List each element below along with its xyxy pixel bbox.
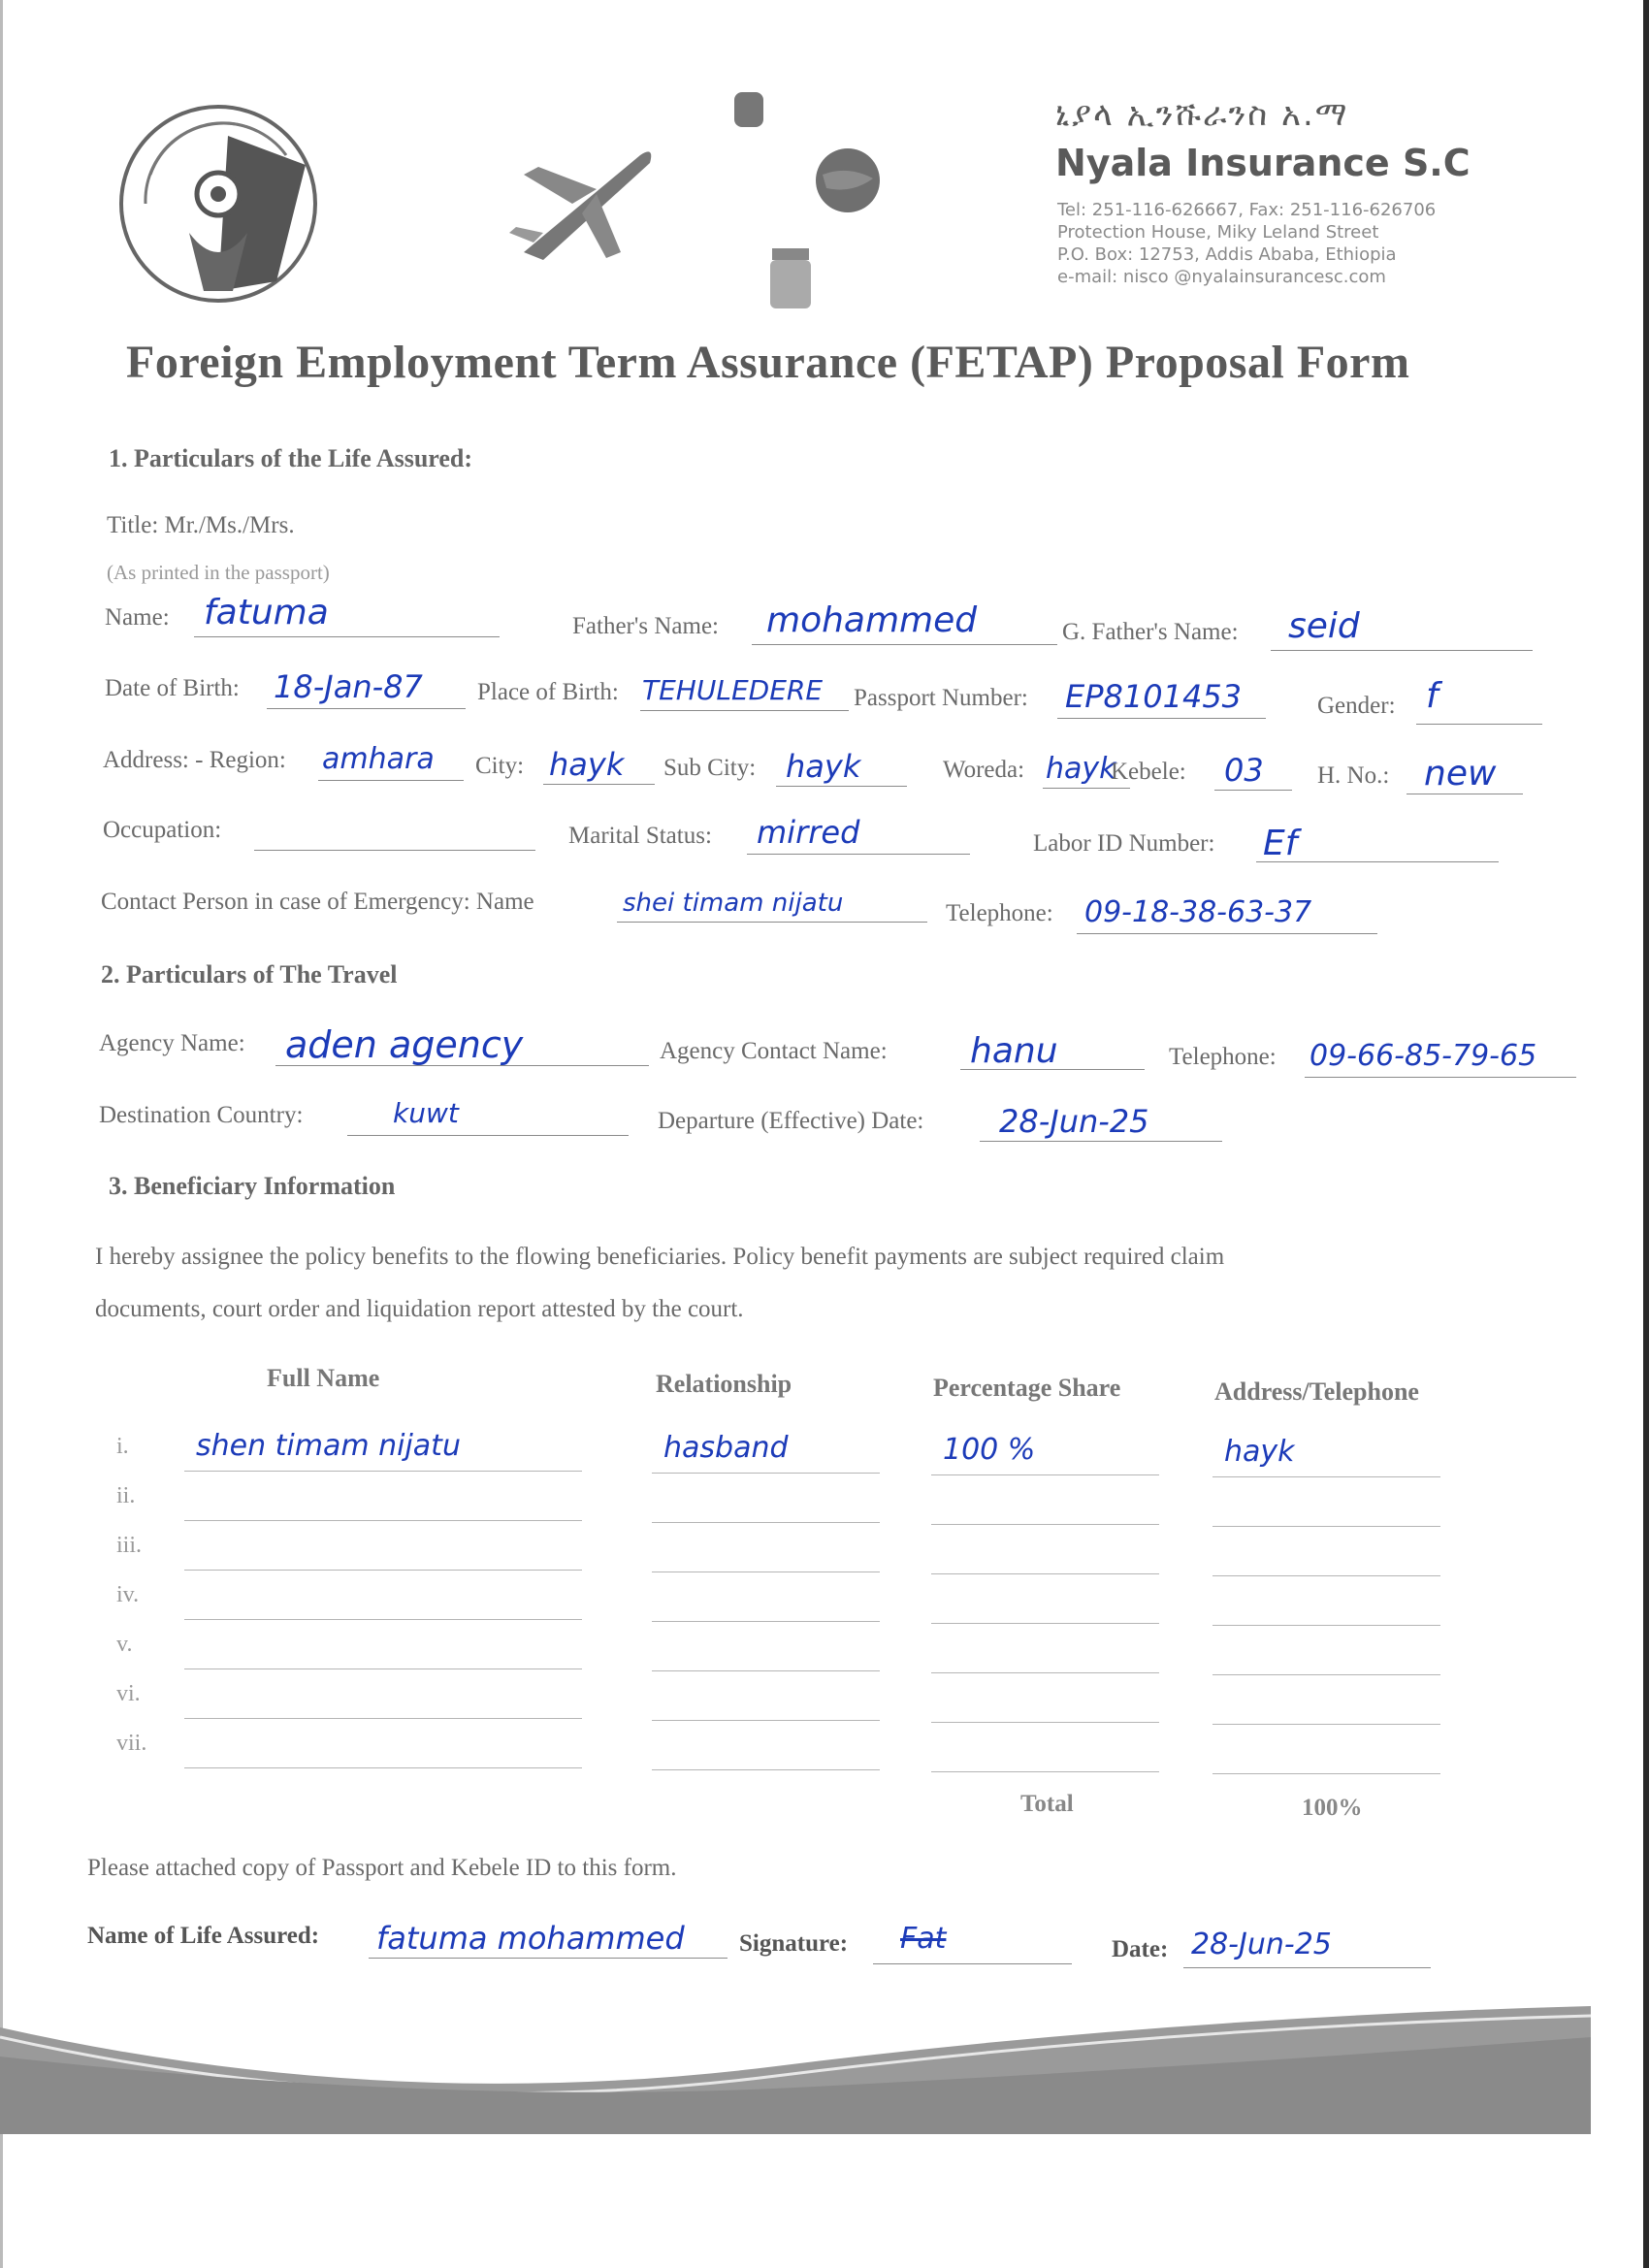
beneficiary-name-line [184, 1767, 582, 1768]
beneficiary-relationship-line [652, 1571, 880, 1572]
father-name-field[interactable]: mohammed [766, 600, 978, 640]
passport-number-label: Passport Number: [854, 685, 1028, 711]
city-label: City: [475, 753, 525, 779]
beneficiary-name-line [184, 1570, 582, 1571]
row-number: i. [116, 1434, 129, 1459]
passport-number-line [1057, 718, 1266, 719]
signature-field[interactable]: Fat [900, 1922, 947, 1956]
agency-contact-label: Agency Contact Name: [660, 1038, 888, 1064]
subcity-label: Sub City: [663, 755, 757, 781]
pob-label: Place of Birth: [477, 679, 619, 705]
name-line [194, 636, 500, 637]
date-field[interactable]: 28-Jun-25 [1191, 1928, 1332, 1961]
house-number-label: H. No.: [1317, 762, 1390, 789]
header-relationship: Relationship [656, 1370, 792, 1398]
section-2-heading: 2. Particulars of The Travel [101, 960, 398, 988]
destination-field[interactable]: kuwt [393, 1097, 459, 1129]
beneficiary-share-field[interactable]: 100 % [943, 1433, 1036, 1467]
row-number: vii. [116, 1731, 147, 1756]
region-field[interactable]: amhara [322, 742, 435, 776]
beneficiary-share-line [931, 1672, 1159, 1673]
pill-icon [729, 87, 768, 132]
woreda-label: Woreda: [943, 757, 1025, 783]
scan-edge-right [1643, 0, 1649, 2268]
emergency-contact-field[interactable]: shei timam nijatu [623, 889, 844, 918]
agency-name-label: Agency Name: [99, 1030, 245, 1056]
globe-icon [813, 146, 883, 215]
row-number: iv. [116, 1582, 140, 1607]
medicine-bottle-icon [766, 244, 815, 312]
emergency-contact-line [617, 922, 927, 923]
departure-date-field[interactable]: 28-Jun-25 [999, 1103, 1149, 1140]
beneficiary-name-line [184, 1520, 582, 1521]
row-number: vi. [116, 1681, 141, 1706]
father-name-line [752, 644, 1057, 645]
beneficiary-address-field[interactable]: hayk [1224, 1435, 1295, 1469]
gfather-name-label: G. Father's Name: [1062, 619, 1239, 645]
date-line [1183, 1967, 1431, 1968]
company-tel: Tel: 251-116-626667, Fax: 251-116-626706 [1057, 200, 1437, 220]
section-3-heading: 3. Beneficiary Information [109, 1172, 396, 1200]
emergency-contact-label: Contact Person in case of Emergency: Name [101, 889, 534, 915]
total-value: 100% [1302, 1795, 1363, 1821]
gfather-name-line [1271, 650, 1533, 651]
kebele-field[interactable]: 03 [1224, 752, 1264, 789]
beneficiary-name-line [184, 1619, 582, 1620]
emergency-tel-field[interactable]: 09-18-38-63-37 [1084, 895, 1312, 929]
beneficiary-address-line [1212, 1773, 1440, 1774]
beneficiary-relationship-line [652, 1473, 880, 1474]
name-label: Name: [105, 604, 170, 631]
gender-line [1416, 724, 1542, 725]
subcity-line [776, 786, 907, 787]
labor-id-field[interactable]: Ef [1263, 824, 1298, 863]
emergency-tel-line [1077, 933, 1377, 934]
assured-name-label: Name of Life Assured: [87, 1923, 320, 1949]
marital-status-field[interactable]: mirred [757, 814, 860, 851]
beneficiary-relationship-line [652, 1720, 880, 1721]
section-1-heading: 1. Particulars of the Life Assured: [109, 444, 473, 472]
marital-status-label: Marital Status: [568, 823, 712, 849]
beneficiary-share-line [931, 1524, 1159, 1525]
beneficiary-share-line [931, 1474, 1159, 1475]
pob-line [640, 710, 849, 711]
beneficiary-share-line [931, 1573, 1159, 1574]
beneficiary-address-line [1212, 1526, 1440, 1527]
agency-tel-label: Telephone: [1169, 1044, 1277, 1070]
agency-contact-field[interactable]: hanu [970, 1031, 1058, 1071]
beneficiary-statement-line-2: documents, court order and liquidation report attested by the court. [95, 1296, 744, 1322]
occupation-line [254, 850, 535, 851]
title-label: Title: Mr./Ms./Mrs. [107, 512, 295, 538]
city-line [543, 784, 655, 785]
beneficiary-relationship-line [652, 1522, 880, 1523]
dob-field[interactable]: 18-Jan-87 [274, 668, 423, 705]
emergency-tel-label: Telephone: [946, 900, 1053, 926]
city-field[interactable]: hayk [549, 746, 625, 783]
beneficiary-relationship-field[interactable]: hasband [663, 1431, 789, 1465]
agency-tel-line [1305, 1077, 1576, 1078]
father-name-label: Father's Name: [572, 613, 719, 639]
beneficiary-share-line [931, 1623, 1159, 1624]
beneficiary-name-line [184, 1471, 582, 1472]
signature-line [873, 1963, 1072, 1964]
scan-edge-left [0, 0, 3, 2268]
house-number-field[interactable]: new [1424, 754, 1497, 794]
marital-status-line [747, 854, 970, 855]
company-name: Nyala Insurance S.C [1055, 142, 1471, 184]
beneficiary-address-line [1212, 1625, 1440, 1626]
company-address-1: Protection House, Miky Leland Street [1057, 222, 1379, 243]
header-full-name: Full Name [267, 1364, 380, 1392]
kebele-line [1214, 790, 1292, 791]
beneficiary-relationship-line [652, 1621, 880, 1622]
beneficiary-statement-line-1: I hereby assignee the policy benefits to the flowing beneficiaries. Policy benefit payments are subject required claim [95, 1244, 1225, 1270]
departure-date-line [980, 1141, 1222, 1142]
woreda-line [1043, 788, 1130, 789]
destination-label: Destination Country: [99, 1102, 304, 1128]
destination-line [347, 1135, 629, 1136]
header-address-telephone: Address/Telephone [1214, 1377, 1419, 1406]
signature-label: Signature: [739, 1930, 849, 1957]
company-email: e-mail: nisco @nyalainsurancesc.com [1057, 267, 1386, 287]
passport-note: (As printed in the passport) [107, 561, 330, 584]
row-number: v. [116, 1632, 133, 1657]
company-amharic-name: ኒያላ ኢንሹራንስ አ.ማ [1055, 95, 1349, 134]
beneficiary-address-line [1212, 1476, 1440, 1477]
beneficiary-share-line [931, 1771, 1159, 1772]
assured-name-field[interactable]: fatuma mohammed [376, 1920, 685, 1957]
departure-date-label: Departure (Effective) Date: [658, 1108, 924, 1134]
region-label: Address: - Region: [103, 747, 286, 773]
header-percentage-share: Percentage Share [933, 1374, 1121, 1402]
beneficiary-address-line [1212, 1575, 1440, 1576]
beneficiary-address-line [1212, 1724, 1440, 1725]
agency-name-field[interactable]: aden agency [285, 1023, 524, 1066]
row-number: iii. [116, 1533, 143, 1558]
form-title: Foreign Employment Term Assurance (FETAP) Proposal Form [126, 337, 1410, 388]
beneficiary-share-line [931, 1722, 1159, 1723]
agency-tel-field[interactable]: 09-66-85-79-65 [1310, 1039, 1537, 1073]
beneficiary-address-line [1212, 1674, 1440, 1675]
attach-note: Please attached copy of Passport and Kebele ID to this form. [87, 1855, 677, 1881]
name-field[interactable]: fatuma [204, 593, 329, 632]
beneficiary-relationship-line [652, 1670, 880, 1671]
total-label: Total [1020, 1791, 1074, 1817]
kebele-label: Kebele: [1111, 759, 1186, 785]
company-logo-icon [112, 97, 325, 310]
row-number: ii. [116, 1483, 136, 1508]
subcity-field[interactable]: hayk [786, 748, 861, 785]
gender-label: Gender: [1317, 693, 1396, 719]
beneficiary-name-line [184, 1718, 582, 1719]
assured-name-line [369, 1958, 728, 1959]
airplane-icon [504, 136, 660, 272]
beneficiary-name-field[interactable]: shen timam nijatu [196, 1429, 461, 1463]
gfather-name-field[interactable]: seid [1288, 606, 1360, 646]
date-label: Date: [1112, 1936, 1169, 1962]
labor-id-label: Labor ID Number: [1033, 830, 1215, 857]
pob-field[interactable]: TEHULEDERE [642, 674, 824, 706]
occupation-label: Occupation: [103, 817, 222, 843]
region-line [318, 780, 464, 781]
dob-line [267, 708, 466, 709]
passport-number-field[interactable]: EP8101453 [1065, 678, 1243, 715]
beneficiary-relationship-line [652, 1769, 880, 1770]
company-address-2: P.O. Box: 12753, Addis Ababa, Ethiopia [1057, 244, 1397, 265]
footer-wave-band [0, 1998, 1649, 2134]
dob-label: Date of Birth: [105, 675, 240, 701]
gender-field[interactable]: f [1426, 676, 1439, 716]
woreda-field[interactable]: hayk [1046, 752, 1116, 786]
